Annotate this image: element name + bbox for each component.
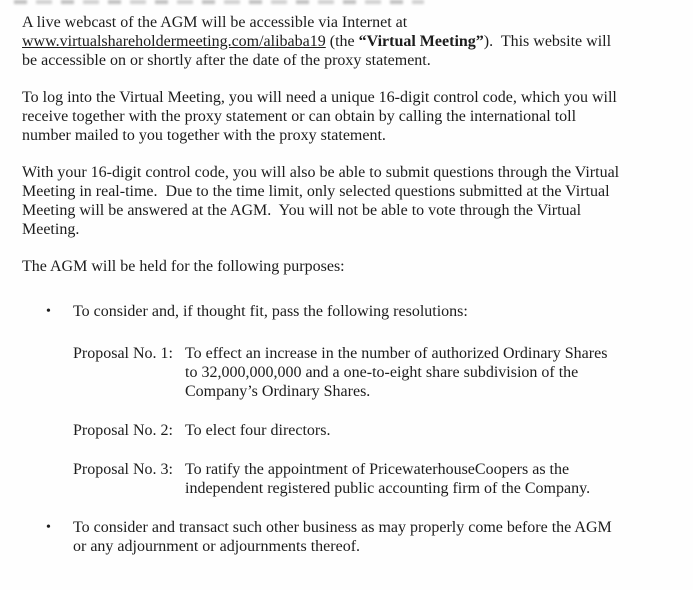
text-line <box>73 518 612 537</box>
text-line <box>22 182 675 201</box>
text-segment: To ratify the appointment of PricewaterhouseCoopers as the <box>185 461 570 478</box>
text-line <box>185 460 590 479</box>
proposal-3 <box>22 460 675 498</box>
proposal-body <box>185 421 330 440</box>
bullet-icon: • <box>46 304 51 319</box>
login-paragraph <box>22 88 675 145</box>
text-segment: (the <box>325 33 359 50</box>
text-line <box>22 220 675 239</box>
text-segment: To effect an increase in the number of authorized Ordinary Shares <box>185 345 608 362</box>
text-line <box>22 257 675 276</box>
virtual-meeting-url-link[interactable]: www.virtualshareholdermeeting.com/alibaba19 <box>22 33 326 50</box>
text-segment: Company’s Ordinary Shares. <box>185 383 371 400</box>
text-line <box>22 51 675 70</box>
text-segment: be accessible on or shortly after the date of the proxy statement. <box>22 52 431 69</box>
purposes-intro <box>22 257 675 276</box>
text-segment: To consider and transact such other business as may properly come before the AGM <box>73 519 612 536</box>
text-line <box>73 302 468 321</box>
text-line <box>185 421 330 440</box>
text-segment: to 32,000,000,000 and a one-to-eight share subdivision of the <box>185 364 579 381</box>
bullet-text <box>73 518 612 556</box>
proposal-label: Proposal No. 2: <box>73 422 173 439</box>
text-segment: To elect four directors. <box>185 422 331 439</box>
text-line <box>22 126 675 145</box>
proposal-2 <box>22 421 675 440</box>
proposal-body <box>185 460 590 498</box>
text-line <box>22 107 675 126</box>
proposal-body <box>185 344 607 401</box>
text-line <box>22 32 675 51</box>
text-segment: The AGM will be held for the following purposes: <box>22 258 345 275</box>
text-segment: To consider and, if thought fit, pass the following resolutions: <box>73 303 468 320</box>
text-line <box>22 88 675 107</box>
cropped-text-artifact <box>14 0 424 4</box>
text-line <box>185 479 590 498</box>
text-line <box>22 163 675 182</box>
text-line <box>185 382 607 401</box>
text-line <box>22 13 675 32</box>
text-segment: To log into the Virtual Meeting, you will need a unique 16-digit control code, which you will <box>22 89 617 106</box>
proposal-1 <box>22 344 675 401</box>
proposal-label: Proposal No. 1: <box>73 345 173 362</box>
text-segment: A live webcast of the AGM will be accessible via Internet at <box>22 14 408 31</box>
questions-paragraph <box>22 163 675 239</box>
text-segment: or any adjournment or adjournments thereof. <box>73 538 361 555</box>
virtual-meeting-defined-term: “Virtual Meeting” <box>358 33 484 50</box>
text-segment: receive together with the proxy statement or can obtain by calling the international toll <box>22 108 577 125</box>
document-content <box>22 13 675 556</box>
text-line <box>185 363 607 382</box>
text-segment: independent registered public accounting firm of the Company. <box>185 480 591 497</box>
bullet-text <box>73 302 468 321</box>
webcast-paragraph <box>22 13 675 70</box>
text-segment: Meeting in real-time. Due to the time limit, only selected questions submitted at the Virtual <box>22 183 610 200</box>
text-segment: Meeting. <box>22 221 80 238</box>
other-business-bullet <box>22 518 675 556</box>
text-line <box>185 344 607 363</box>
text-line <box>22 201 675 220</box>
text-segment: Meeting will be answered at the AGM. You will not be able to vote through the Virtual <box>22 202 582 219</box>
text-segment: With your 16-digit control code, you will also be able to submit questions through the Virtual <box>22 164 620 181</box>
resolutions-bullet <box>22 302 675 321</box>
text-line <box>73 537 612 556</box>
bullet-icon: • <box>46 520 51 535</box>
text-segment: number mailed to you together with the proxy statement. <box>22 127 386 144</box>
proposal-label: Proposal No. 3: <box>73 461 173 478</box>
text-segment: ). This website will <box>483 33 612 50</box>
